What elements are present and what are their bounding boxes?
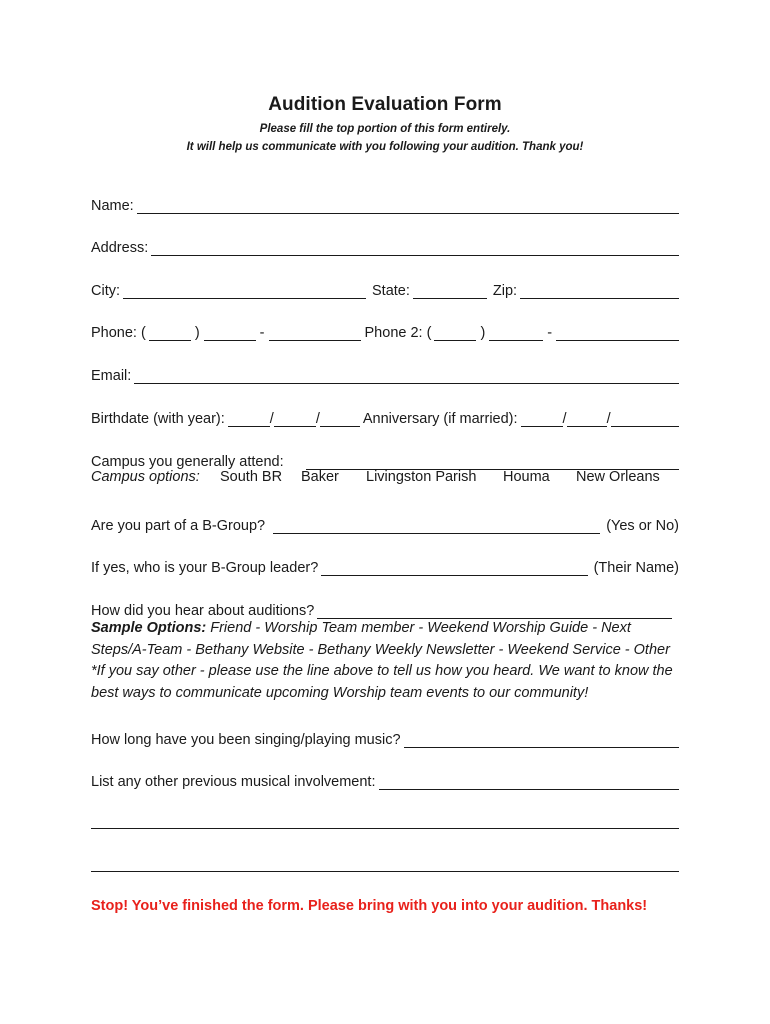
birthdate-year-field[interactable] [320, 409, 360, 427]
previous-label: List any other previous musical involvement: [91, 774, 376, 790]
city-state-zip-row [91, 277, 679, 299]
previous-row [91, 768, 679, 790]
anniversary-year-field[interactable] [611, 409, 679, 427]
campus-option-new-orleans: New Orleans [576, 469, 660, 485]
address-row [91, 234, 679, 256]
campus-label: Campus you generally attend: [91, 454, 284, 470]
heard-row [91, 597, 672, 619]
birthdate-slash-2: / [315, 411, 320, 427]
name-row [91, 192, 679, 214]
phone-row [91, 319, 679, 341]
phone-prefix-field[interactable] [204, 323, 256, 341]
zip-label: Zip: [492, 283, 518, 299]
anniversary-month-field[interactable] [521, 409, 563, 427]
anniversary-slash-2: / [606, 411, 611, 427]
state-label: State: [372, 283, 410, 299]
birthdate-month-field[interactable] [228, 409, 270, 427]
sample-options-text: Friend - Worship Team member - Weekend Worship Guide - Next Steps/A-Team - Bethany Website - Bethany Weekly Newsletter - Weekend Service - Other *If you say other - please use the line above to tell us how you heard. We want to know the best ways to communicate upcoming Worship team events to our community! [91, 620, 673, 701]
address-label: Address: [91, 240, 149, 256]
campus-option-south-br: South BR [220, 469, 283, 485]
phone-dash: - [259, 325, 265, 341]
form-subtitle-2: It will help us communicate with you following your audition. Thank you! [186, 141, 584, 153]
campus-options-label: Campus options: [91, 469, 200, 485]
bgroup-row [91, 512, 679, 534]
campus-option-baker: Baker [301, 469, 339, 485]
bgroup-hint: (Yes or No) [606, 518, 679, 534]
phone2-prefix-field[interactable] [489, 323, 543, 341]
heard-field[interactable] [317, 601, 672, 619]
phone-close-paren: ) [194, 325, 200, 341]
campus-row [91, 448, 679, 470]
phone2-label: Phone 2: ( [364, 325, 432, 341]
anniversary-day-field[interactable] [567, 409, 607, 427]
birthdate-day-field[interactable] [274, 409, 316, 427]
anniversary-label: Anniversary (if married): [362, 411, 518, 427]
name-field[interactable] [137, 196, 679, 214]
previous-field[interactable] [379, 772, 680, 790]
how-long-row [91, 726, 679, 748]
phone-area-code-field[interactable] [149, 323, 191, 341]
campus-option-livingston-parish: Livingston Parish [366, 469, 477, 485]
dates-row [91, 405, 679, 427]
campus-option-houma: Houma [503, 469, 550, 485]
previous-extra-line-2[interactable] [91, 871, 679, 872]
email-field[interactable] [134, 366, 679, 384]
phone-line-field[interactable] [269, 323, 361, 341]
birthdate-slash-1: / [269, 411, 274, 427]
name-label: Name: [91, 198, 134, 214]
bgroup-leader-field[interactable] [321, 558, 587, 576]
zip-field[interactable] [520, 281, 679, 299]
phone-label: Phone: ( [91, 325, 146, 341]
campus-options [91, 469, 679, 485]
bgroup-label: Are you part of a B-Group? [91, 518, 266, 534]
bgroup-leader-label: If yes, who is your B-Group leader? [91, 560, 319, 576]
heard-label: How did you hear about auditions? [91, 603, 315, 619]
form-title: Audition Evaluation Form [268, 94, 502, 115]
campus-field[interactable] [306, 452, 679, 470]
phone2-line-field[interactable] [556, 323, 679, 341]
phone2-area-code-field[interactable] [434, 323, 476, 341]
bgroup-leader-row [91, 554, 679, 576]
phone2-close-paren: ) [480, 325, 486, 341]
city-field[interactable] [123, 281, 366, 299]
phone2-dash: - [547, 325, 553, 341]
form-subtitle-1: Please fill the top portion of this form entirely. [259, 123, 511, 135]
bgroup-field[interactable] [273, 516, 600, 534]
how-long-field[interactable] [404, 730, 679, 748]
city-label: City: [91, 283, 120, 299]
birthdate-label: Birthdate (with year): [91, 411, 225, 427]
stop-message: Stop! You’ve finished the form. Please bring with you into your audition. Thanks! [91, 898, 648, 914]
address-field[interactable] [151, 238, 679, 256]
anniversary-slash-1: / [562, 411, 567, 427]
sample-options-paragraph [91, 618, 683, 704]
email-row [91, 362, 679, 384]
bgroup-leader-hint: (Their Name) [593, 560, 679, 576]
email-label: Email: [91, 368, 132, 384]
state-field[interactable] [413, 281, 487, 299]
sample-options-label: Sample Options: [91, 620, 207, 636]
how-long-label: How long have you been singing/playing music? [91, 732, 401, 748]
previous-extra-line-1[interactable] [91, 828, 679, 829]
